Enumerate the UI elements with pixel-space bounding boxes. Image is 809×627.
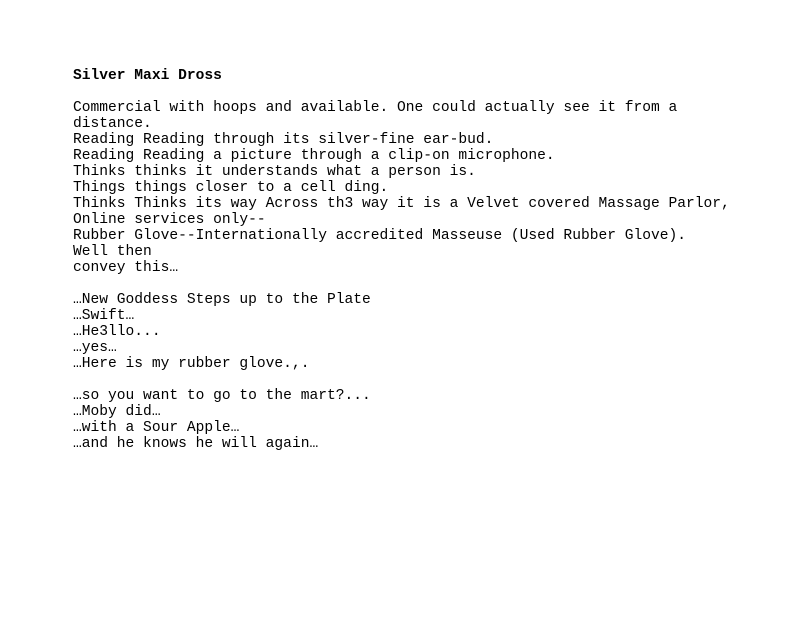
text-line: Reading Reading a picture through a clip-on microphone.: [73, 148, 555, 164]
stanza-1: [73, 100, 763, 276]
text-line: Rubber Glove--Internationally accredited Masseuse (Used Rubber Glove).: [73, 228, 687, 244]
text-line: …and he knows he will again…: [73, 436, 319, 452]
text-line: …so you want to go to the mart?...: [73, 388, 371, 404]
text-line: Things things closer to a cell ding.: [73, 180, 389, 196]
text-line: Well then: [73, 244, 152, 260]
document-title: Silver Maxi Dross: [73, 68, 222, 84]
text-line: Thinks thinks it understands what a person is.: [73, 164, 476, 180]
text-line: Reading Reading through its silver-fine ear-bud.: [73, 132, 494, 148]
stanza-3: [73, 388, 763, 452]
text-line: …He3llo...: [73, 324, 161, 340]
text-line: convey this…: [73, 260, 179, 276]
text-line: Thinks Thinks its way Across th3 way it is a Velvet covered Massage Parlor, Online services only--: [73, 196, 739, 228]
stanza-2: [73, 292, 763, 372]
text-line: …Swift…: [73, 308, 135, 324]
text-line: …New Goddess Steps up to the Plate: [73, 292, 371, 308]
text-line: …yes…: [73, 340, 117, 356]
text-line: …Here is my rubber glove.,.: [73, 356, 310, 372]
text-line: Commercial with hoops and available. One could actually see it from a distance.: [73, 100, 687, 132]
document-page: [73, 68, 763, 468]
text-line: …Moby did…: [73, 404, 161, 420]
text-line: …with a Sour Apple…: [73, 420, 240, 436]
